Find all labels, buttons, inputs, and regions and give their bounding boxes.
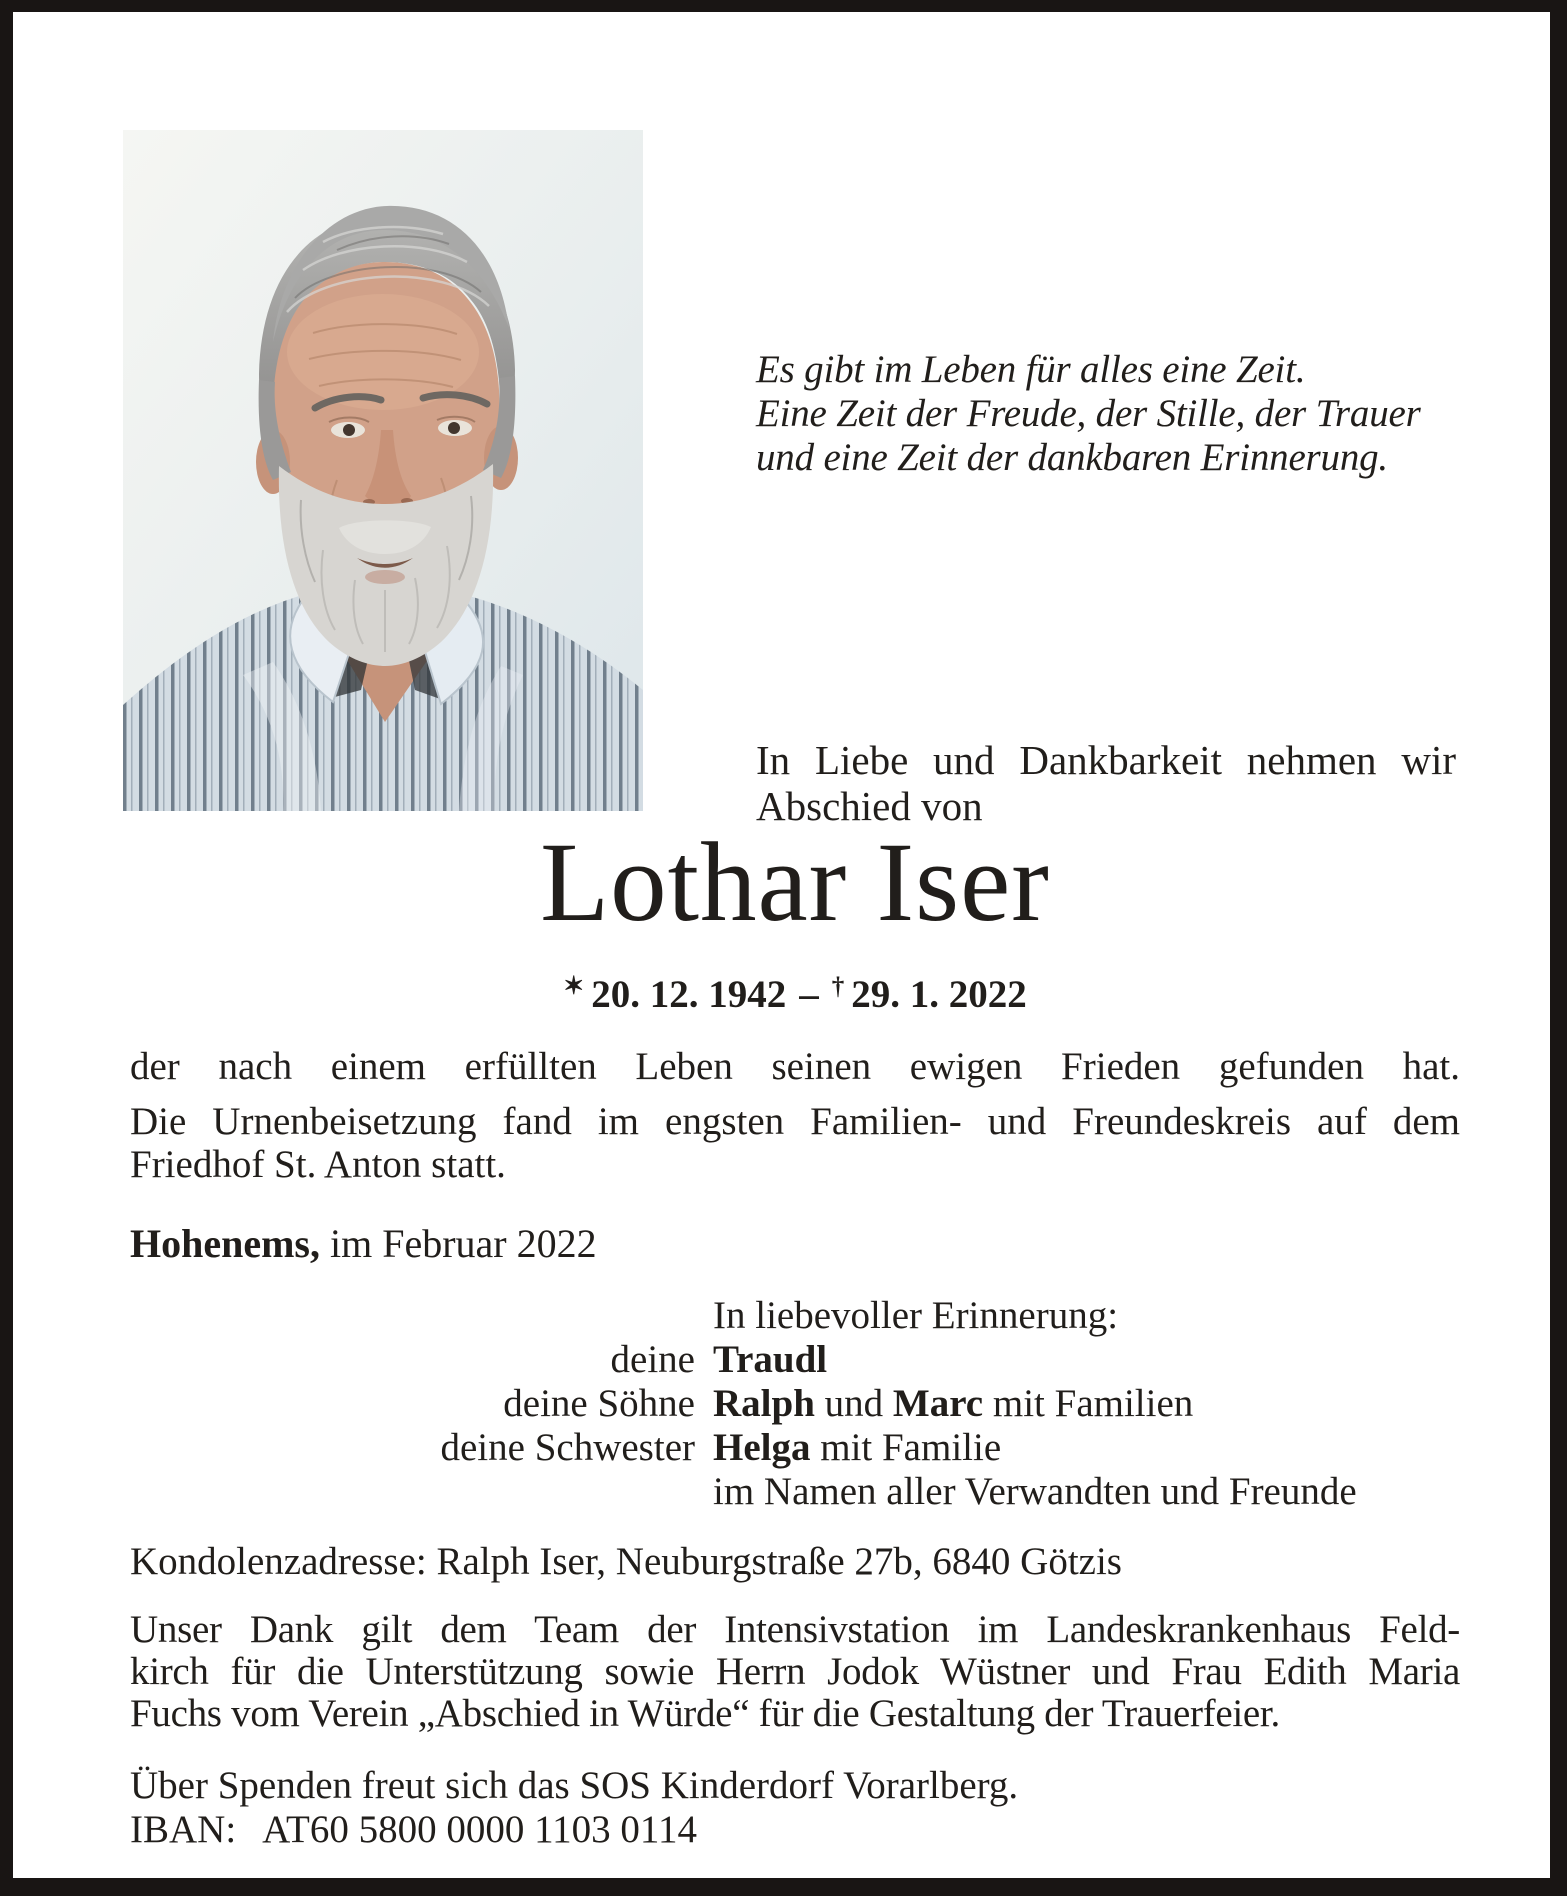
deceased-name: Lothar Iser: [540, 820, 1050, 945]
sons-suffix: mit Familien: [983, 1382, 1194, 1425]
epigraph-line-3: und eine Zeit der dankbaren Erinnerung.: [756, 436, 1388, 479]
death-date-group: [832, 973, 1027, 1016]
family-footer-row: [130, 1470, 1460, 1514]
family-footer: im Namen aller Verwandten und Freunde: [713, 1470, 1357, 1513]
donation-line: Über Spenden freut sich das SOS Kinderdorf Vorarlberg.: [130, 1764, 1019, 1807]
family-row-label: deine Söhne: [503, 1382, 695, 1425]
farewell-intro-line-1: In Liebe und Dankbarkeit nehmen wir: [756, 737, 1456, 783]
family-row-label: [130, 1294, 695, 1338]
place-name: Hohenems,: [130, 1221, 320, 1266]
family-row-label: deine: [610, 1338, 695, 1381]
death-date: 29. 1. 2022: [851, 973, 1027, 1016]
iban-number: AT60 5800 0000 1103 0114: [262, 1808, 697, 1851]
burial-line-2: Friedhof St. Anton statt.: [130, 1143, 506, 1186]
family-row-label: [130, 1470, 695, 1514]
condolence-address: Kondolenzadresse: Ralph Iser, Neuburgstraße 27b, 6840 Götzis: [130, 1540, 1122, 1583]
son-name-2: Marc: [892, 1382, 984, 1425]
thanks-line-2: kirch für die Unterstützung sowie Herrn Jodok Wüstner und Frau Edith Maria: [130, 1651, 1460, 1693]
dates-separator: –: [799, 973, 819, 1016]
wife-name: Traudl: [713, 1338, 828, 1381]
family-row-sons: [130, 1382, 1460, 1426]
family-row-value: [713, 1382, 1193, 1426]
portrait-photo: [123, 130, 643, 811]
son-name-1: Ralph: [713, 1382, 815, 1425]
family-row-wife: [130, 1338, 1460, 1382]
place-dateline: [130, 1221, 597, 1267]
birth-star-symbol: ✶: [563, 973, 585, 1000]
epigraph-line-2: Eine Zeit der Freude, der Stille, der Trauer: [756, 392, 1421, 435]
death-cross-symbol: †: [831, 973, 845, 1000]
burial-line-1: Die Urnenbeisetzung fand im engsten Familien- und Freundeskreis auf dem: [130, 1100, 1460, 1143]
date-text: im Februar 2022: [330, 1221, 597, 1266]
family-block: [130, 1294, 1460, 1514]
life-dates: [130, 962, 1460, 1020]
birth-date-group: [563, 973, 786, 1016]
iban-line: [130, 1808, 697, 1852]
obituary-line-1: der nach einem erfüllten Leben seinen ewigen Frieden gefunden hat.: [130, 1045, 1460, 1088]
epigraph-line-1: Es gibt im Leben für alles eine Zeit.: [756, 348, 1306, 391]
family-heading-row: [130, 1294, 1460, 1338]
portrait-illustration: [123, 130, 643, 811]
family-heading: In liebevoller Erinnerung:: [713, 1294, 1119, 1337]
thanks-line-1: Unser Dank gilt dem Team der Intensivstation im Landeskrankenhaus Feld-: [130, 1609, 1460, 1651]
family-row-value: [713, 1426, 1001, 1470]
family-row-value: [713, 1338, 827, 1382]
birth-date: 20. 12. 1942: [591, 973, 787, 1016]
sons-connector: und: [814, 1382, 893, 1425]
sister-name: Helga: [713, 1426, 811, 1469]
farewell-intro-line-2: Abschied von: [756, 783, 983, 829]
epigraph: [756, 348, 1421, 480]
family-row-label: deine Schwester: [440, 1426, 695, 1469]
family-row-sister: [130, 1426, 1460, 1470]
thanks-line-3: Fuchs vom Verein „Abschied in Würde“ für die Gestaltung der Trauerfeier.: [130, 1692, 1280, 1735]
iban-label: IBAN:: [130, 1808, 237, 1851]
sister-suffix: mit Familie: [810, 1426, 1002, 1469]
